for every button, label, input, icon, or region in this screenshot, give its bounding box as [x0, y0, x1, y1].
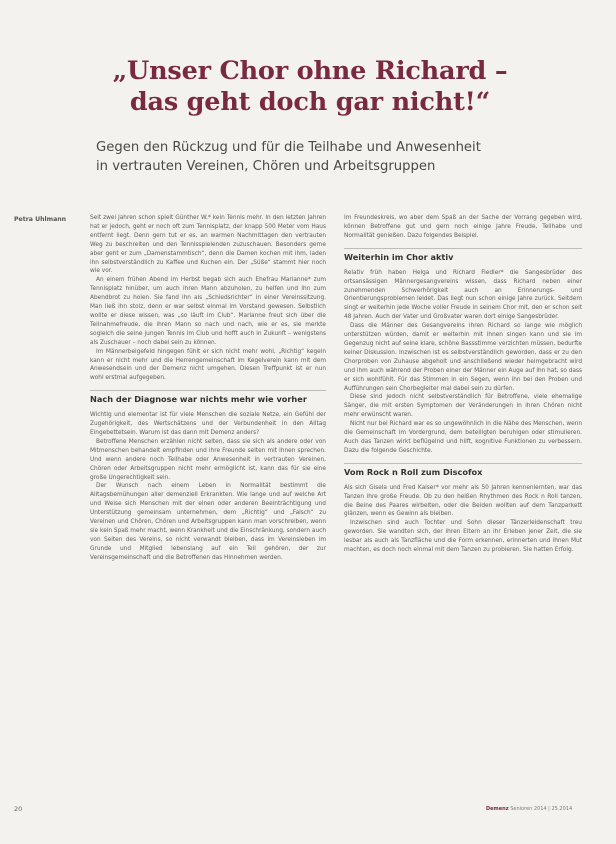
- body-paragraph: Wichtig und elementar ist für viele Menschen die soziale Netze, ein Gefühl der Zugehörigkeit, des Wertschätzens und der Verbundenheit in den Alltag Eingebettetsein. Warum ist das dann mit Demenz anders?: [90, 412, 326, 437]
- body-paragraph: Nicht nur bei Richard war es so ungewöhnlich in die Nähe des Menschen, wenn die Gemeinschaft im Vordergrund, dem beteiligten beruhigen oder stimulieren. Auch das Tanzen wirkt beflügelnd und hilft, kognitive Funktionen zu verbessern. Dazu die folgende Geschichte.: [344, 421, 582, 454]
- body-paragraph: Im Männerbeigefeld hingegen fühlt er sich nicht mehr wohl, „Richtig“ kegeln kann er nicht mehr und die Herrengemeinschaft im Kegelverein kann mit dem Anwesendsein und der Demenz nicht umgehen. Diesen Treffpunkt ist er nun wohl erstmal aufgegeben.: [90, 348, 326, 382]
- subheadline-line-2: in vertrauten Vereinen, Chören und Arbeitsgruppen: [96, 159, 436, 174]
- headline: [60, 56, 560, 118]
- section-heading-diagnose: Nach der Diagnose war nichts mehr wie vorher: [90, 390, 326, 407]
- left-column: [90, 214, 326, 563]
- body-paragraph: Betroffene Menschen erzählen nicht selten, dass sie sich als andere oder von Mitmenschen behandelt empfinden und ihre Freunde selten mit ihnen sprechen. Und wenn andere noch Teilhabe oder Anwesenheit in vertrauten Vereinen, Chören oder Arbeitsgruppen nicht mehr ermöglicht ist, kann das für sie eine große Ungerechtigkeit sein.: [90, 438, 326, 481]
- right-column: [344, 214, 582, 555]
- body-paragraph: Seit zwei Jahren schon spielt Günther W.* kein Tennis mehr. In den letzten Jahren hat er jedoch, geht er noch oft zum Tennisplatz, der knapp 500 Meter vom Haus entfernt liegt. Denn gern tut er es, an warmen Nachmittagen den vertrauten Weg zu beschreiten und den Tennisspielenden zuzuschauen. Besonders gerne aber geht er zum „Damenstammtisch“, denn die Damen kochen mit ihm, laden ihn selbstverständlich zu Kaffee und Kuchen ein. Der „Süße“ stammt hier noch wie vor.: [90, 215, 326, 275]
- body-paragraph: Im Freundeskreis, wo aber dem Spaß an der Sache der Vorrang gegeben wird, können Betroffene gut und gern noch einige Jahre Freude, Teilhabe und Normalität genießen. Dazu folgendes Beispiel.: [344, 215, 582, 239]
- body-paragraph: Als sich Gisela und Fred Kaiser* vor mehr als 50 Jahren kennenlernten, war das Tanzen ihre große Freude. Ob zu den heißen Rhythmen des Rock n Roll tanzen, die Beine des Paares wirbelten, oder die Beiden wollten auf dem Tanzparkett glänzen, wenn es Gewinn als bleiben.: [344, 484, 582, 518]
- headline-line-2: das geht doch gar nicht!“: [129, 87, 491, 117]
- body-paragraph: Inzwischen sind auch Tochter und Sohn dieser Tänzerleidenschaft treu geworden. Sie wandten sich, der ihren Eltern an ihr Erleben jener Zeit, die sie lesbar als auch als Tanzfläche und die Form erkennen, erinnerten und ihnen Mut machten, es doch noch einmal mit dem Tanzen zu probieren. Sie hatten Erfolg.: [344, 520, 582, 554]
- footer-issue: Senioren 2014 | 25.2014: [508, 806, 573, 812]
- section-heading-chor: Weiterhin im Chor aktiv: [344, 248, 582, 265]
- body-paragraph: Diese sind jedoch nicht selbstverständlich für Betroffene, viele ehemalige Sänger, die mit ersten Symptomen der Veränderungen in ihren Chören nicht mehr erwünscht waren.: [344, 394, 582, 419]
- footer-publication: [486, 806, 572, 812]
- headline-line-1: „Unser Chor ohne Richard –: [112, 56, 508, 86]
- page-number: 20: [14, 805, 23, 813]
- body-paragraph: An einem frühen Abend im Herbst begab sich auch Ehefrau Marianne* zum Tennisplatz hinüber, um auch ihren Mann abzuholen, zu helfen und ihn zum Abendbrot zu holen. Sie fand ihn als „Schiedsrichter“ in einer Vereinssitzung. Man ließ ihn stolz, denn er war selbst einmal im Vorstand gewesen. Selbstlich wollte er diese wissen, was „so läuft im Club“. Marianne freut sich über die Teilnahmefreude, die ihren Mann so nach und nach, wie er es, sie merkte sogleich die seine jungen Tennis im Club und hofft auch in Zukunft – wenigstens als Zuschauer – noch dabei sein zu können.: [90, 277, 326, 346]
- body-paragraph: Dass die Männer des Gesangvereins ihren Richard so lange wie möglich unterstützen würden, damit er weiterhin mit ihnen singen kann und sie im Gegenzug nicht auf seine klare, schöne Bassstimme verzichten müssen, bedurfte keiner Diskussion. Inzwischen ist es selbstverständlich geworden, dass er zu den Chorproben von Zuhause abgeholt und anschließend wieder heimgebracht wird und ihm auch während der Proben einer der Männer ein Auge auf ihn hat, so dass er sich wohlfühlt. Für das Stimmen in ein Segen, wenn ihn bei den Proben und Aufführungen sein Chorbegleiter mal dabei sein zu dürfen.: [344, 323, 583, 392]
- body-paragraph: Relativ früh haben Helga und Richard Fiedler* die Sangesbrüder des ortsansässigen Männergesangvereins wissen, dass Richard neben einer zunehmenden Schwerhörigkeit auch an Erinnerungs- und Orientierungsproblemen leidet. Das liegt nun schon einige Jahre zurück. Seitdem singt er weiterhin jede Woche voller Freude in seinem Chor mit, den er schon seit 48 Jahren. Auch der Vater und Großvater waren dort einige Sangesbrüder.: [344, 269, 582, 321]
- section-heading-rock-n-roll: Vom Rock n Roll zum Discofox: [344, 463, 582, 480]
- body-paragraph: Der Wunsch nach einem Leben in Normalität bestimmt die Alltagsbemühungen aller demenziell Erkrankten. Wie lange und auf welche Art und Weise sich Menschen mit der einen oder anderen Beeinträchtigung und Unterstützung gemeinsam unternehmen, dem „Richtig“ und „Falsch“ zu Vereinen und Chören, Chören und Arbeitsgruppen kann man vorschreiben, wenn sie kein Spaß mehr macht, wenn Krankheit und die Einschränkung, sondern auch von Seiten des Vereins, so nicht verwandt bleiben, dass im Vereinsleben im Grunde und Mitglied lebenslang auf ein Teil gehören, der zur Vereinsgemeinschaft und die Betroffenen das Hinnehmen werden.: [90, 483, 326, 561]
- author-name: Petra Uhlmann: [14, 216, 67, 223]
- footer-magazine-name: Demenz: [486, 806, 509, 812]
- subheadline: [96, 138, 516, 176]
- subheadline-line-1: Gegen den Rückzug und für die Teilhabe und Anwesenheit: [96, 140, 481, 155]
